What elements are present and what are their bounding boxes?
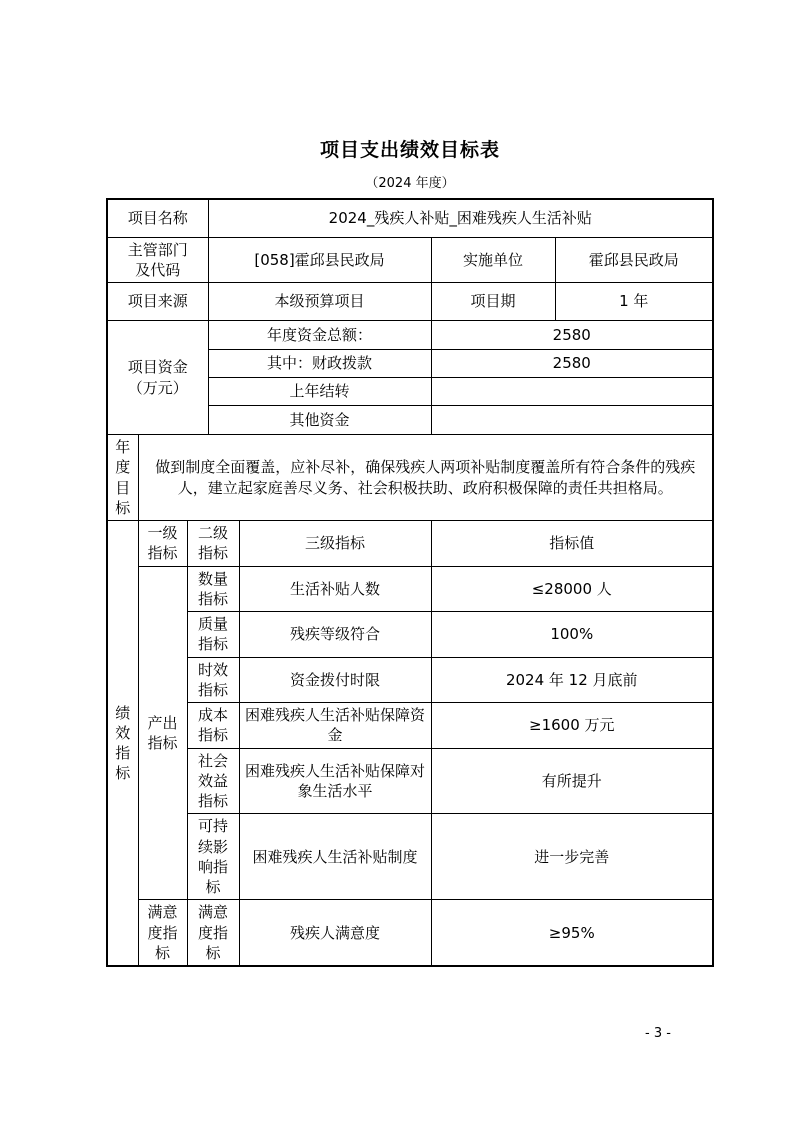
indicator-value: 2024 年 12 月底前 [431,657,713,703]
fund-row-fiscal-value: 2580 [431,350,713,378]
satisfaction-level1: 满意 度指 标 [138,900,187,966]
annual-goal-label: 年 度 目 标 [107,435,138,521]
indicator-value: ≥1600 万元 [431,703,713,749]
header-level3: 三级指标 [239,521,431,567]
annual-goal-text: 做到制度全面覆盖，应补尽补，确保残疾人两项补贴制度覆盖所有符合条件的残疾人，建立起家庭善尽义务、社会积极扶助、政府积极保障的责任共担格局。 [138,435,713,521]
fund-row-other-label: 其他资金 [208,406,431,435]
satisfaction-level2: 满意 度指 标 [187,900,239,966]
indicator-value: 100% [431,612,713,658]
project-name-label: 项目名称 [107,199,208,237]
indicator-level2: 成本 指标 [187,703,239,749]
period-value: 1 年 [555,283,713,321]
indicator-value: 进一步完善 [431,814,713,900]
indicator-level3: 残疾等级符合 [239,612,431,658]
fund-row-total-label: 年度资金总额： [208,321,431,350]
header-value: 指标值 [431,521,713,567]
project-name-value: 2024_残疾人补贴_困难残疾人生活补贴 [208,199,713,237]
funds-label: 项目资金 （万元） [107,321,208,435]
indicator-level2: 质量 指标 [187,612,239,658]
header-level2: 二级 指标 [187,521,239,567]
fund-row-carryover-label: 上年结转 [208,378,431,406]
indicator-value: 有所提升 [431,748,713,814]
satisfaction-level3: 残疾人满意度 [239,900,431,966]
indicator-level3: 资金拨付时限 [239,657,431,703]
indicator-level2: 社会 效益 指标 [187,748,239,814]
indicator-level3: 困难残疾人生活补贴保障资金 [239,703,431,749]
indicators-side-label: 绩 效 指 标 [107,521,138,967]
performance-target-table [106,198,714,967]
source-label: 项目来源 [107,283,208,321]
page-title: 项目支出绩效目标表 [319,139,500,161]
dept-label: 主管部门 及代码 [107,237,208,283]
output-group-label: 产出 指标 [138,566,187,900]
fund-row-carryover-value [431,378,713,406]
indicator-level3: 困难残疾人生活补贴保障对象生活水平 [239,748,431,814]
source-value: 本级预算项目 [208,283,431,321]
satisfaction-value: ≥95% [431,900,713,966]
dept-value: [058]霍邱县民政局 [208,237,431,283]
impl-unit-value: 霍邱县民政局 [555,237,713,283]
impl-unit-label: 实施单位 [431,237,555,283]
page-subtitle: （2024 年度） [365,176,455,191]
indicator-level2: 数量 指标 [187,566,239,612]
indicator-value: ≤28000 人 [431,566,713,612]
fund-row-fiscal-label: 其中：财政拨款 [208,350,431,378]
indicator-level3: 困难残疾人生活补贴制度 [239,814,431,900]
indicator-level3: 生活补贴人数 [239,566,431,612]
page-number: - 3 - [645,1026,671,1041]
document-page [106,138,714,967]
indicator-level2: 可持 续影 响指 标 [187,814,239,900]
header-level1: 一级 指标 [138,521,187,567]
indicator-level2: 时效 指标 [187,657,239,703]
fund-row-other-value [431,406,713,435]
period-label: 项目期 [431,283,555,321]
fund-row-total-value: 2580 [431,321,713,350]
